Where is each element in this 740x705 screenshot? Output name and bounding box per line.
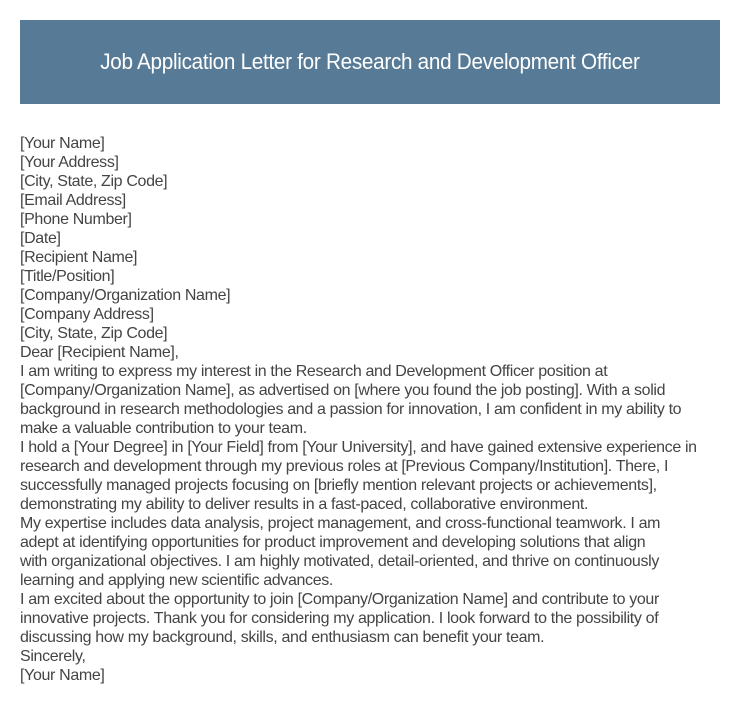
- paragraph-line: make a valuable contribution to your team.: [20, 420, 307, 437]
- paragraph-line: My expertise includes data analysis, project management, and cross-functional teamwork. I am: [20, 515, 661, 532]
- paragraph-line: I am writing to express my interest in the Research and Development Officer position at: [20, 363, 608, 380]
- paragraph-expertise: [20, 514, 740, 590]
- recipient-name: [Recipient Name]: [20, 249, 138, 266]
- letter-body: [20, 134, 740, 685]
- recipient-address: [Company Address]: [20, 306, 154, 323]
- paragraph-line: discussing how my background, skills, and enthusiasm can benefit your team.: [20, 629, 545, 646]
- sender-block: [20, 134, 740, 248]
- paragraph-line: [Company/Organization Name], as advertised on [where you found the job posting]. With a solid: [20, 382, 666, 399]
- paragraph-line: adept at identifying opportunities for product improvement and developing solutions that align: [20, 534, 646, 551]
- sender-name: [Your Name]: [20, 135, 105, 152]
- recipient-block: [20, 248, 740, 343]
- paragraph-line: with organizational objectives. I am highly motivated, detail-oriented, and thrive on continuously: [20, 553, 659, 570]
- page-title: Job Application Letter for Research and Development Officer: [100, 49, 640, 74]
- paragraph-line: demonstrating my ability to deliver results in a fast-paced, collaborative environment.: [20, 496, 589, 513]
- sender-phone: [Phone Number]: [20, 211, 132, 228]
- paragraph-line: innovative projects. Thank you for considering my application. I look forward to the possibility of: [20, 610, 659, 627]
- closing: Sincerely,: [20, 648, 86, 665]
- sender-email: [Email Address]: [20, 192, 126, 209]
- signature: [Your Name]: [20, 667, 105, 684]
- recipient-city-state-zip: [City, State, Zip Code]: [20, 325, 168, 342]
- paragraph-line: learning and applying new scientific advances.: [20, 572, 333, 589]
- paragraph-education: [20, 438, 740, 514]
- recipient-company: [Company/Organization Name]: [20, 287, 231, 304]
- paragraph-line: I hold a [Your Degree] in [Your Field] from [Your University], and have gained extensive experience in: [20, 439, 697, 456]
- paragraph-line: I am excited about the opportunity to join [Company/Organization Name] and contribute to your: [20, 591, 659, 608]
- letter-date: [Date]: [20, 230, 61, 247]
- recipient-title: [Title/Position]: [20, 268, 115, 285]
- paragraph-intro: [20, 362, 740, 438]
- salutation: Dear [Recipient Name],: [20, 344, 179, 361]
- paragraph-line: research and development through my previous roles at [Previous Company/Institution]. There, I: [20, 458, 669, 475]
- page-header: [20, 20, 720, 104]
- paragraph-line: background in research methodologies and a passion for innovation, I am confident in my ability to: [20, 401, 682, 418]
- sender-city-state-zip: [City, State, Zip Code]: [20, 173, 168, 190]
- sender-address: [Your Address]: [20, 154, 119, 171]
- paragraph-line: successfully managed projects focusing on [briefly mention relevant projects or achievements],: [20, 477, 657, 494]
- paragraph-closing: [20, 590, 740, 647]
